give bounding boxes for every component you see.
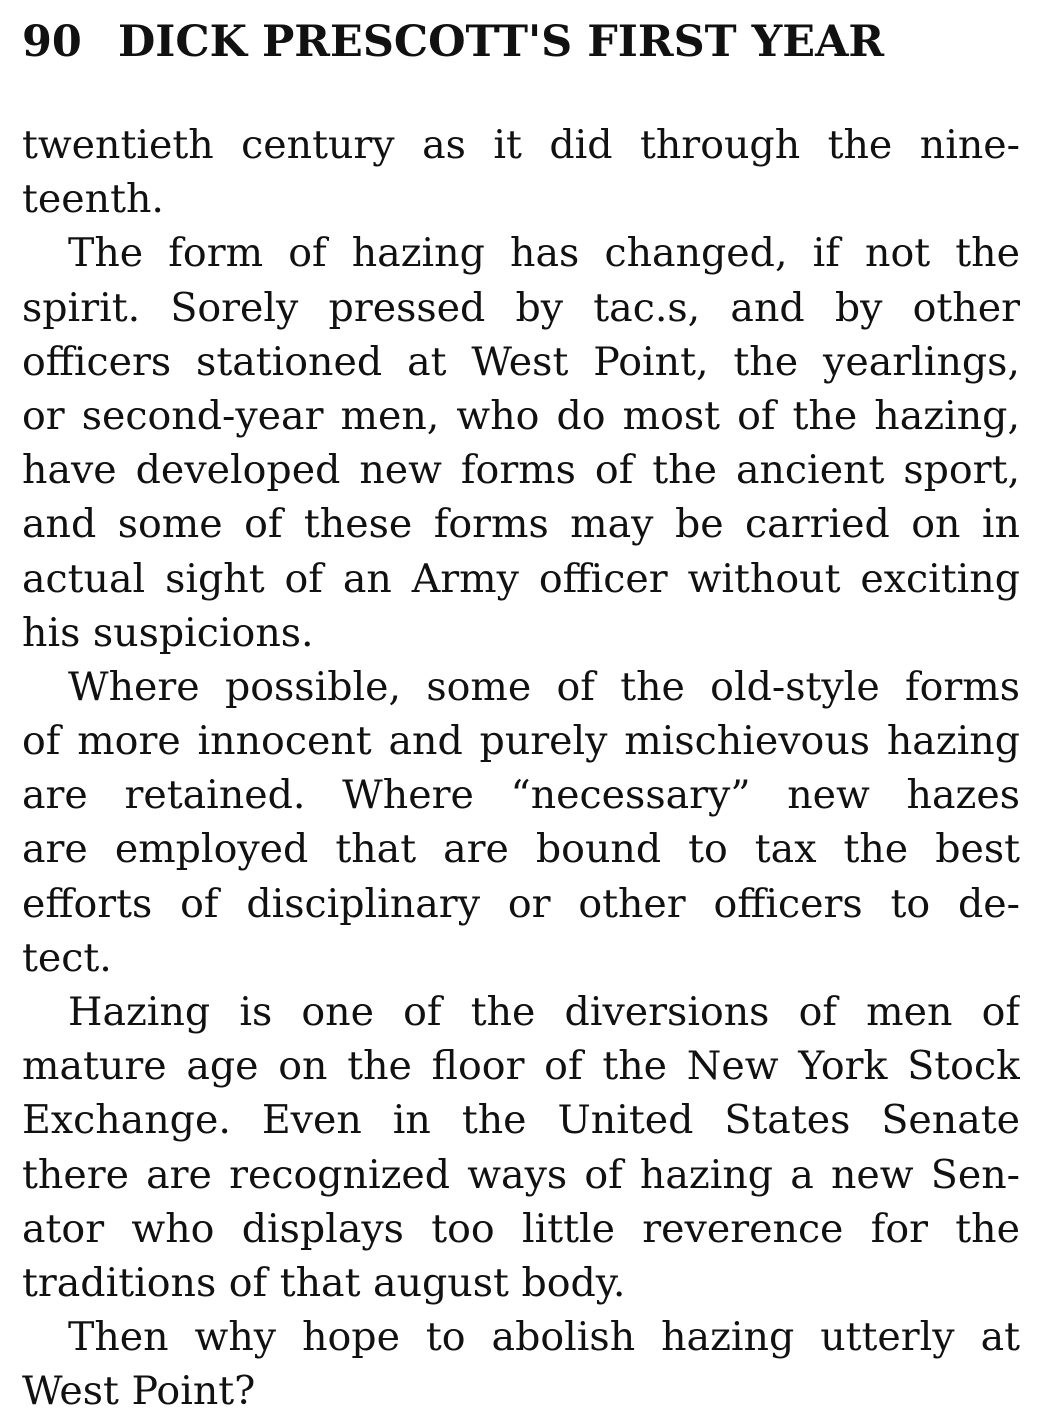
text-line: ator who displays too little reverence for the <box>22 1205 1020 1252</box>
text-line: traditions of that august body. <box>22 1259 626 1306</box>
text-line: actual sight of an Army officer without exciting <box>22 555 1020 602</box>
text-line: or second-year men, who do most of the hazing, <box>22 392 1020 439</box>
text-line: teenth. <box>22 176 164 223</box>
text-line: have developed new forms of the ancient sport, <box>22 447 1020 494</box>
text-line: of more innocent and purely mischievous hazing <box>22 718 1020 765</box>
text-line: tect. <box>22 934 112 981</box>
text-line: spirit. Sorely pressed by tac.s, and by other <box>22 284 1020 331</box>
text-line: officers stationed at West Point, the yearlings, <box>22 338 1020 385</box>
text-line: Where possible, some of the old-style forms <box>68 663 1020 710</box>
text-line: West Point? <box>22 1368 256 1415</box>
body-text <box>22 118 1020 1419</box>
running-title: DICK PRESCOTT'S FIRST YEAR <box>118 17 885 67</box>
text-line: Exchange. Even in the United States Senate <box>22 1097 1020 1144</box>
text-line: his suspicions. <box>22 609 314 656</box>
text-line: twentieth century as it did through the nine- <box>22 122 1020 168</box>
text-line: efforts of disciplinary or other officers to de- <box>22 880 1020 927</box>
text-line: Then why hope to abolish hazing utterly at <box>68 1314 1020 1361</box>
text-line: are employed that are bound to tax the best <box>22 826 1020 873</box>
text-line: mature age on the floor of the New York Stock <box>22 1043 1020 1090</box>
running-head <box>22 14 1022 74</box>
text-line: are retained. Where “necessary” new hazes <box>22 772 1020 819</box>
text-line: and some of these forms may be carried on in <box>22 501 1020 548</box>
page-number: 90 <box>22 17 82 67</box>
text-line: The form of hazing has changed, if not the <box>68 230 1020 277</box>
text-line: Hazing is one of the diversions of men of <box>68 989 1020 1035</box>
text-line: there are recognized ways of hazing a new Sen- <box>22 1151 1020 1198</box>
